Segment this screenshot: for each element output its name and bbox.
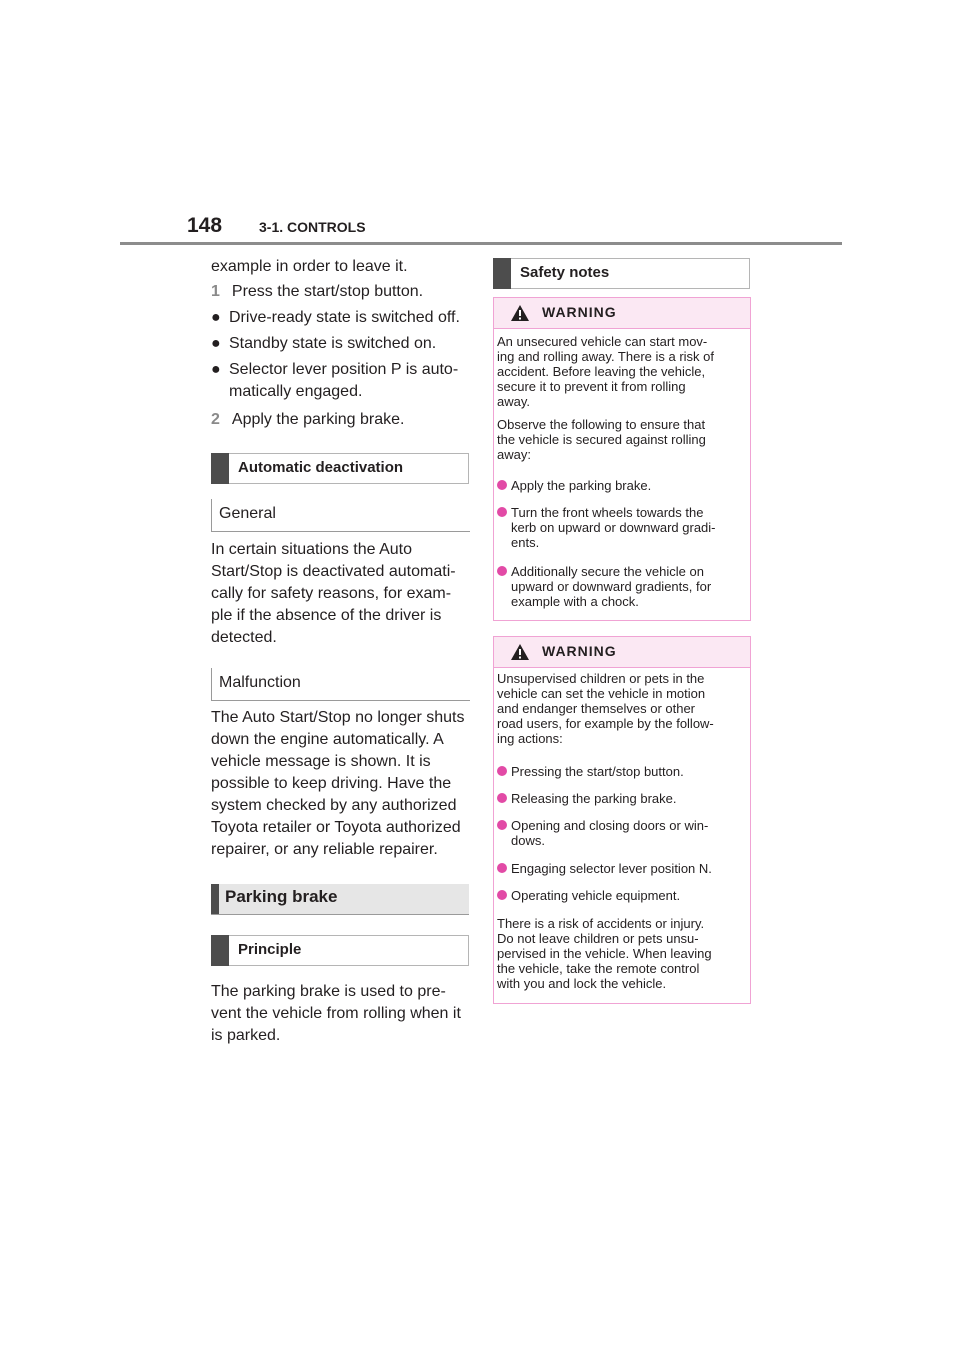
bullet-icon (497, 890, 507, 900)
warning-paragraph: Observe the following to ensure that the vehicle is secured against rolling away: (497, 417, 706, 462)
step-text: Press the start/stop button. (231, 283, 424, 300)
page-number: 148 (187, 214, 223, 237)
malfunction-text: The Auto Start/Stop no longer shuts down the engine automatically. A vehicle message is shown. It is possible to keep driving. Have the system checked by any authorized Toyota retailer or Toyota authorized repairer, or any reliable repairer. (211, 709, 465, 858)
warning-paragraph: An unsecured vehicle can start mov- ing and rolling away. There is a risk of accident. Before leaving the vehicle, secure it to prevent it from rolling away. (497, 334, 715, 409)
step-1 (211, 281, 471, 303)
warning-box: WARNING An unsecured vehicle can start mov- ing and rolling away. There is a risk of accident. Before leaving the vehicle, secure it to prevent it from rolling away. Observe the following to ensure that the vehicle is secured against rolling away: Apply the parking brake. Turn the front wheels towards the kerb on upward or downward gradi- ents. Additionally secure the vehicle on upward or downward gradients, for example with a chock. (493, 297, 751, 621)
step-2 (211, 409, 471, 431)
section-heading: Safety notes (493, 258, 750, 289)
warning-header (494, 298, 750, 329)
intro-text: example in order to leave it. (211, 258, 408, 275)
bullet-icon (497, 566, 507, 576)
warning-header (494, 637, 750, 668)
bullet-icon (497, 793, 507, 803)
warning-box: WARNING Unsupervised children or pets in the vehicle can set the vehicle in motion and endanger themselves or other road users, for example by the follow- ing actions: Pressing the start/stop button. Releasing the parking brake. Opening and closing doors or win- dows. Engaging selector lever position N. Operating vehicle equipment. There is a risk of accidents or injury. Do not leave children or pets unsu- pervised in the vehicle. When leaving the vehicle, take the remote control with you and lock the vehicle. (493, 636, 751, 1004)
bullet-icon: ● (211, 309, 221, 326)
heading-bar (493, 258, 511, 289)
principle-text: The parking brake is used to pre- vent the vehicle from rolling when it is parked. (211, 983, 461, 1044)
general-text: In certain situations the Auto Start/Stop is deactivated automati- cally for safety reasons, for exam- ple if the absence of the driver is detected. (211, 541, 456, 646)
header-rule (120, 242, 842, 245)
step-number: 1 (211, 283, 220, 300)
section-title: 3-1. CONTROLS (259, 219, 366, 235)
bullet-icon (497, 507, 507, 517)
step-number: 2 (211, 411, 220, 428)
warning-paragraph: Unsupervised children or pets in the vehicle can set the vehicle in motion and endanger themselves or other road users, for example by the follow- ing actions: (497, 671, 714, 746)
warning-label: WARNING (542, 643, 617, 659)
sub-heading: General (211, 499, 470, 532)
bullet-icon (497, 480, 507, 490)
heading-bar (211, 935, 229, 966)
warning-paragraph: There is a risk of accidents or injury. Do not leave children or pets unsu- pervised in the vehicle. When leaving the vehicle, take the remote control with you and lock the vehicle. (497, 916, 712, 991)
bullet-icon: ● (211, 361, 221, 378)
bullet-icon: ● (211, 335, 221, 352)
warning-triangle-icon (510, 643, 530, 661)
step-text: Apply the parking brake. (231, 411, 405, 428)
bullet-icon (497, 766, 507, 776)
heading-bar (211, 884, 219, 914)
section-heading: Automatic deactivation (211, 453, 469, 484)
bullet-icon (497, 820, 507, 830)
heading-bar (211, 453, 229, 484)
section-heading: Principle (211, 935, 469, 966)
warning-label: WARNING (542, 304, 617, 320)
bullet-icon (497, 863, 507, 873)
warning-triangle-icon (510, 304, 530, 322)
chapter-heading: Parking brake (211, 884, 469, 915)
sub-heading: Malfunction (211, 668, 470, 701)
